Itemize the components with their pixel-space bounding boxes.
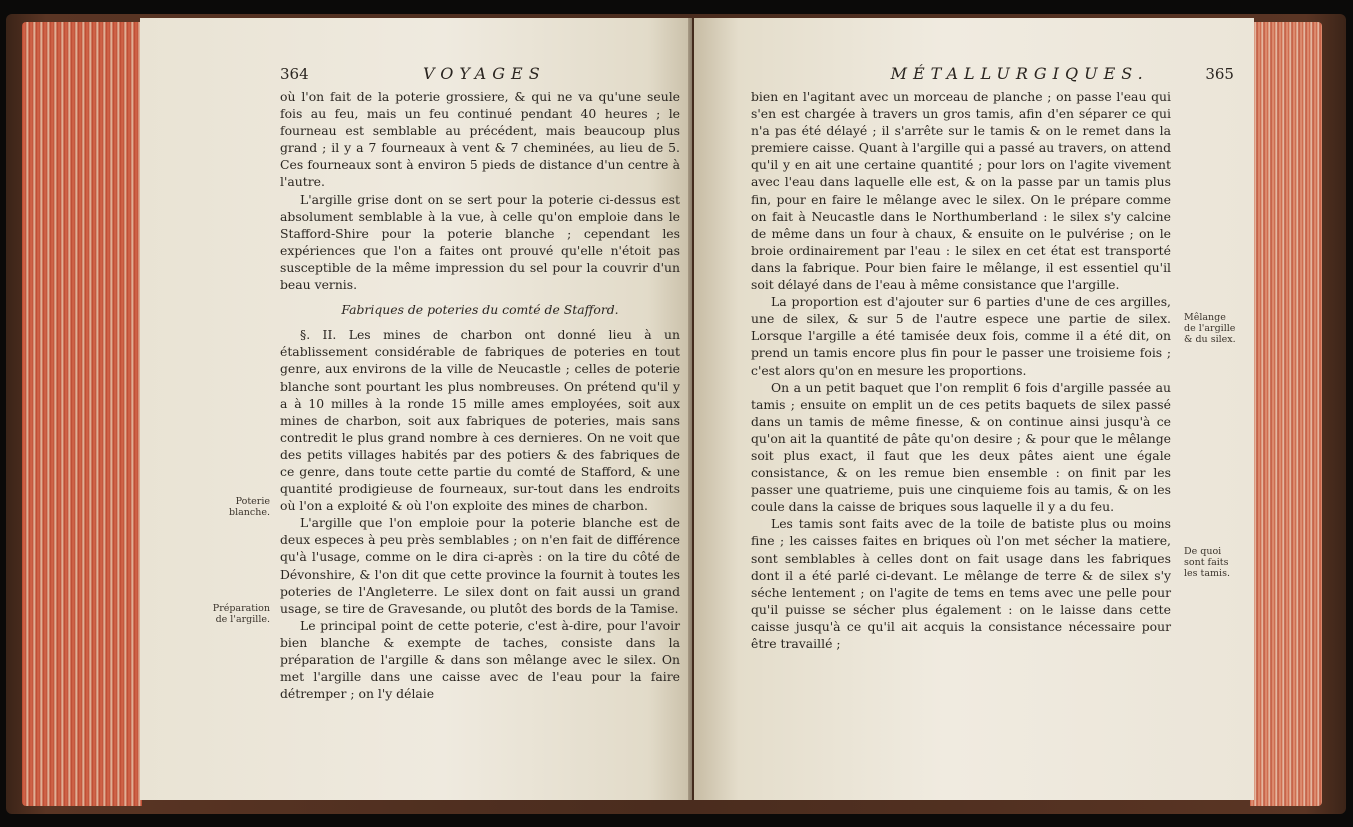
page-edges-right [1250, 22, 1322, 806]
page-number: 365 [1205, 65, 1234, 83]
margin-note: Poterie blanche. [229, 496, 270, 518]
left-page-text [280, 88, 680, 702]
paragraph: §. II. Les mines de charbon ont donné lieu à un établissement considérable de fabriques de poteries en tout genre, aux environs de la ville de Neucastle ; celles de poterie blanche sont pourtant les plus nombreuses. On prétend qu'il y a à 10 milles à la ronde 15 mille ames employées, soit aux mines de charbon, soit aux fabriques de poteries, mais sans contredit le plus grand nombre à ces dernieres. On ne voit que des petits villages habités par des potiers & des fabriques de ce genre, dans toute cette partie du comté de Stafford, & une quantité prodigieuse de fourneaux, sur-tout dans les endroits où l'on a exploité & où l'on exploite des mines de charbon. [280, 327, 680, 514]
margin-note: Préparation de l'argille. [212, 603, 270, 625]
page-number: 364 [280, 65, 309, 83]
paragraph: Les tamis sont faits avec de la toile de batiste plus ou moins fine ; les caisses faites en briques où l'on met sécher la matiere, sont semblables à celles dont on fait usage dans les fabriques dont il a été parlé ci-devant. Le mêlange de terre & de silex s'y séche lentement ; on l'agite de tems en tems avec une pelle pour qu'il puisse se sécher plus également : on le laisse dans cette caisse jusqu'à ce qu'il ait acquis la consistance nécessaire pour être travaillé ; [751, 516, 1171, 651]
paragraph: Le principal point de cette poterie, c'est à-dire, pour l'avoir bien blanche & exempte de taches, consiste dans la préparation de l'argille & dans son mêlange avec le silex. On met l'argille dans une caisse avec de l'eau pour la faire détremper ; on l'y délaie [280, 617, 680, 702]
running-title: VOYAGES [422, 64, 546, 83]
section-heading: Fabriques de poteries du comté de Stafford. [341, 302, 619, 318]
paragraph: L'argille que l'on emploie pour la poterie blanche est de deux especes à peu près semblables ; on n'en fait de différence qu'à l'usage, comme on le dira ci-après : on la tire du côté de Dévonshire, & l'on dit que cette province la fournit à toutes les poteries de l'Angleterre. Le silex dont on fait aussi un grand usage, se tire de Gravesande, ou plutôt des bords de la Tamise. [280, 515, 680, 616]
paragraph: où l'on fait de la poterie grossiere, & qui ne va qu'une seule fois au feu, mais un feu continué pendant 40 heures ; le fourneau est semblable au précédent, mais beaucoup plus grand ; il y a 7 fourneaux à vent & 7 cheminées, au lieu de 5. Ces fourneaux sont à environ 5 pieds de distance d'un centre à l'autre. [280, 89, 680, 190]
page-edges-left [22, 22, 142, 806]
paragraph: bien en l'agitant avec un morceau de planche ; on passe l'eau qui s'en est chargée à travers un gros tamis, afin d'en séparer ce qui n'a pas été délayé ; il s'arrête sur le tamis & on le remet dans la premiere caisse. Quant à l'argille qui a passé au travers, on attend qu'il y en ait une certaine quantité ; pour lors on l'agite vivement avec l'eau dans laquelle elle est, & on la passe par un tamis plus fin, pour en faire le mêlange avec le silex. On le prépare comme on fait à Neucastle dans le Northumberland : le silex s'y calcine de même dans un four à chaux, & ensuite on le pulvérise ; on le broie ordinairement par l'eau : le silex en cet état est transporté dans la fabrique. Pour bien faire le mêlange, il est essentiel qu'il soit délayé dans de l'eau à même consistance que l'argille. [751, 89, 1171, 293]
margin-note: De quoi sont faits les tamis. [1184, 546, 1230, 579]
right-page [694, 18, 1254, 800]
left-page-header [280, 64, 680, 86]
right-page-text [751, 88, 1171, 652]
margin-note: Mêlange de l'argille & du silex. [1184, 312, 1236, 345]
running-title: MÉTALLURGIQUES. [890, 64, 1149, 83]
paragraph: La proportion est d'ajouter sur 6 parties d'une de ces argilles, une de silex, & sur 5 de l'autre espece une partie de silex. Lorsque l'argille a été tamisée deux fois, comme il a été dit, on prend un tamis encore plus fin pour le passer une troisieme fois ; c'est alors qu'on en mesure les proportions. [751, 294, 1171, 378]
paragraph: On a un petit baquet que l'on remplit 6 fois d'argille passée au tamis ; ensuite on emplit un de ces petits baquets de silex passé dans un tamis de même finesse, & on continue ainsi jusqu'à ce qu'on ait la quantité de pâte qu'on desire ; & pour que le mêlange soit plus exact, il faut que les deux pâtes aient une égale consistance, & on les remue bien ensemble : on finit par les passer une quatrieme, puis une cinquieme fois au tamis, & on les coule dans la caisse de briques sous laquelle il y a du feu. [751, 379, 1171, 515]
paragraph: L'argille grise dont on se sert pour la poterie ci-dessus est absolument semblable à la vue, à celle qu'on emploie dans le Stafford-Shire pour la poterie blanche ; cependant les expériences que l'on a faites ont prouvé qu'elle n'étoit pas susceptible de la même impression du sel pour la couvrir d'un beau vernis. [280, 191, 680, 293]
right-page-header [814, 64, 1234, 86]
left-page [140, 18, 692, 800]
